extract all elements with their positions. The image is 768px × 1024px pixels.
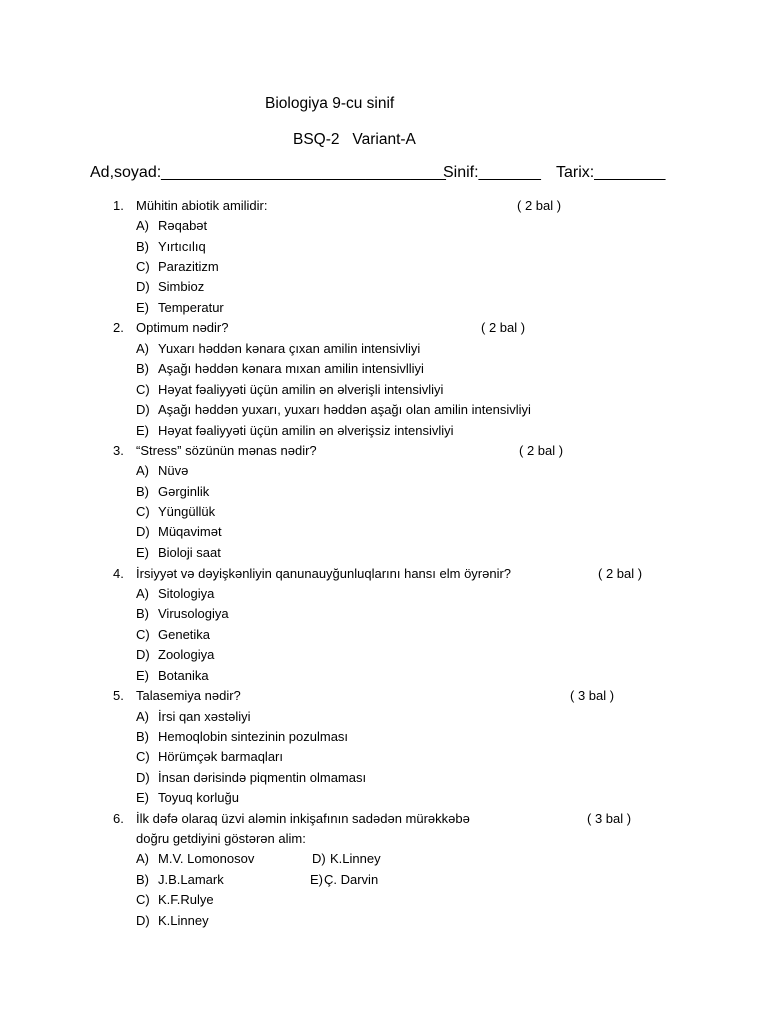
question-text-continued: doğru getdiyini göstərən alim: (136, 831, 306, 846)
option-letter: D) (136, 279, 150, 294)
option-letter: B) (136, 729, 149, 744)
option-text: Aşağı həddən yuxarı, yuxarı həddən aşağı olan amilin intensivliyi (158, 402, 531, 417)
option-text: Yüngüllük (158, 504, 216, 519)
option-letter: B) (136, 361, 149, 376)
question-points: ( 2 bal ) (519, 443, 564, 458)
option-text: Ç. Darvin (324, 872, 379, 887)
class-field: Sinif:_______ (443, 164, 541, 181)
page-title: Biologiya 9-cu sinif (265, 95, 395, 112)
question-number: 4. (113, 566, 124, 581)
question-text: İlk dəfə olaraq üzvi aləmin inkişafının sadədən mürəkkəbə (136, 811, 470, 826)
option-letter: B) (136, 484, 149, 499)
option-letter: C) (136, 259, 150, 274)
option-letter: E) (136, 423, 149, 438)
question-points: ( 2 bal ) (517, 198, 562, 213)
question-text: “Stress” sözünün mənas nədir? (136, 443, 317, 458)
name-field: Ad,soyad:________________________________ (90, 164, 446, 181)
question-text: Mühitin abiotik amilidir: (136, 198, 268, 213)
option-text: Toyuq korluğu (158, 790, 239, 805)
option-text: Hörümçək barmaqları (158, 749, 283, 764)
option-text: K.F.Rulye (158, 892, 214, 907)
option-text: Bioloji saat (158, 545, 221, 560)
option-text: Rəqabət (158, 218, 208, 233)
option-letter: E) (136, 790, 149, 805)
option-text: İnsan dərisində piqmentin olmaması (158, 770, 367, 785)
page-subtitle: BSQ-2 Variant-A (293, 131, 416, 148)
option-text: J.B.Lamark (158, 872, 224, 887)
question-text: Talasemiya nədir? (136, 688, 241, 703)
option-text: Yırtıcılıq (158, 239, 206, 254)
option-letter: A) (136, 851, 149, 866)
option-text: Sitologiya (158, 586, 215, 601)
option-text: Nüvə (158, 463, 189, 478)
option-letter: D) (136, 402, 150, 417)
option-letter: C) (136, 749, 150, 764)
option-text: Gərginlik (158, 484, 210, 499)
option-text: Zoologiya (158, 647, 215, 662)
option-letter: B) (136, 872, 149, 887)
option-text: Botanika (158, 668, 209, 683)
option-text: Müqavimət (158, 524, 222, 539)
option-text: Aşağı həddən kənara mıxan amilin intensivlliyi (158, 361, 424, 376)
option-text: K.Linney (158, 913, 209, 928)
question-points: ( 3 bal ) (587, 811, 632, 826)
question-text: İrsiyyət və dəyişkənliyin qanunauyğunluqlarını hansı elm öyrənir? (136, 566, 512, 581)
date-field: Tarix:________ (556, 164, 666, 181)
option-letter: C) (136, 504, 150, 519)
option-text: Temperatur (158, 300, 224, 315)
option-text: Simbioz (158, 279, 205, 294)
option-text: İrsi qan xəstəliyi (158, 709, 251, 724)
option-text: Həyat fəaliyyəti üçün amilin ən əlverişsiz intensivliyi (158, 423, 454, 438)
option-text: K.Linney (330, 851, 381, 866)
question-number: 6. (113, 811, 124, 826)
question-number: 2. (113, 320, 124, 335)
option-letter: C) (136, 627, 150, 642)
option-letter: E) (136, 300, 149, 315)
question-points: ( 2 bal ) (598, 566, 643, 581)
option-letter: D) (136, 524, 150, 539)
option-letter: A) (136, 709, 149, 724)
option-text: Həyat fəaliyyəti üçün amilin ən əlverişli intensivliyi (158, 382, 444, 397)
question-points: ( 2 bal ) (481, 320, 526, 335)
option-letter: B) (136, 606, 149, 621)
option-text: Hemoqlobin sintezinin pozulması (158, 729, 349, 744)
option-text: M.V. Lomonosov (158, 851, 255, 866)
option-letter: B) (136, 239, 149, 254)
option-text: Genetika (158, 627, 211, 642)
option-letter: D) (136, 647, 150, 662)
question-number: 3. (113, 443, 124, 458)
option-letter: E) (136, 668, 149, 683)
option-text: Parazitizm (158, 259, 219, 274)
question-number: 1. (113, 198, 124, 213)
option-letter: A) (136, 463, 149, 478)
option-text: Virusologiya (158, 606, 229, 621)
question-points: ( 3 bal ) (570, 688, 615, 703)
option-text: Yuxarı həddən kənara çıxan amilin intensivliyi (158, 341, 421, 356)
question-text: Optimum nədir? (136, 320, 229, 335)
option-letter: A) (136, 218, 149, 233)
option-letter: E) (310, 872, 323, 887)
option-letter: D) (136, 913, 150, 928)
option-letter: C) (136, 892, 150, 907)
option-letter: D) (136, 770, 150, 785)
option-letter: A) (136, 586, 149, 601)
option-letter: C) (136, 382, 150, 397)
option-letter: D) (312, 851, 326, 866)
option-letter: A) (136, 341, 149, 356)
option-letter: E) (136, 545, 149, 560)
question-number: 5. (113, 688, 124, 703)
